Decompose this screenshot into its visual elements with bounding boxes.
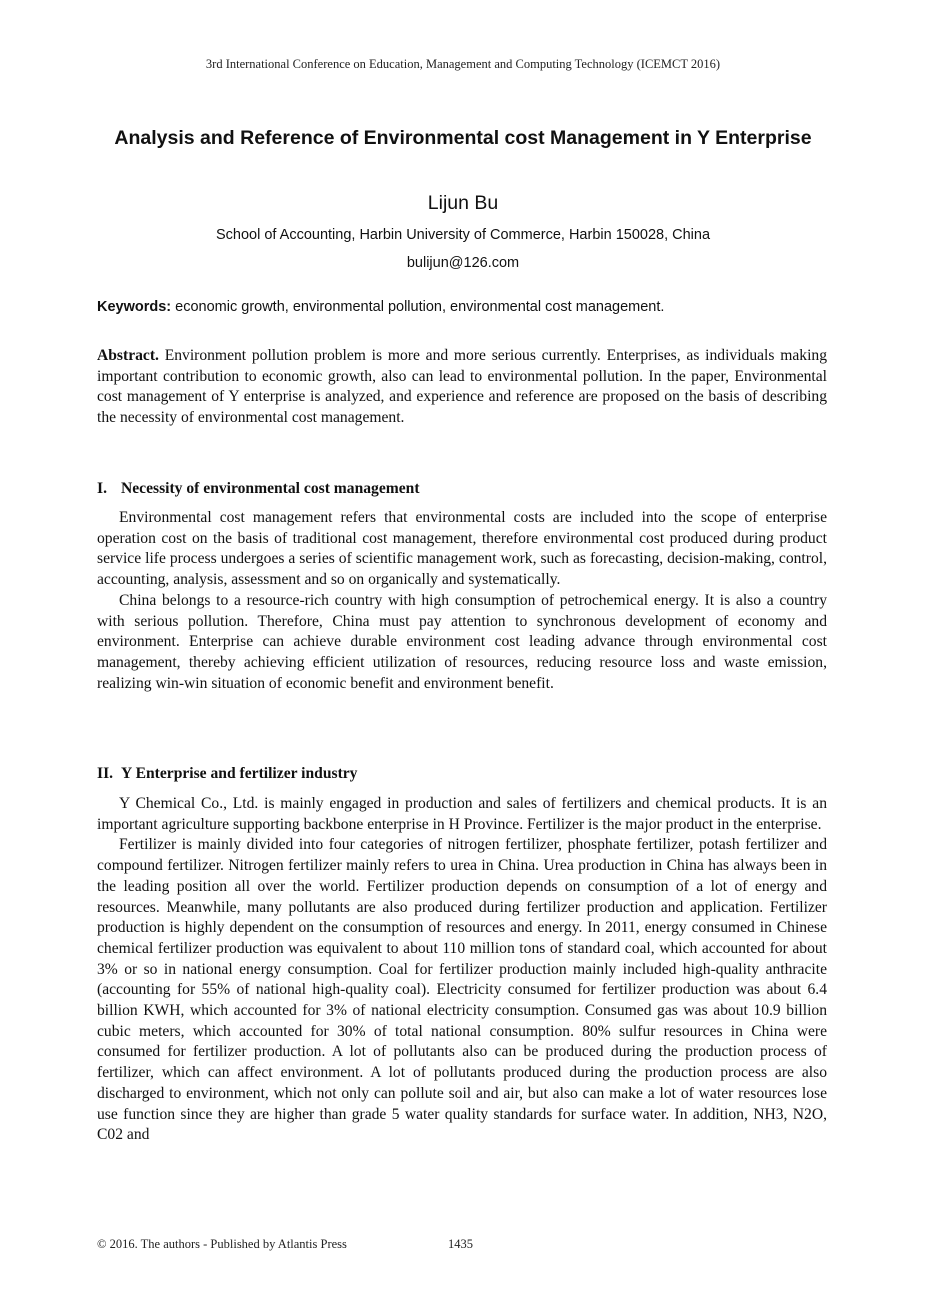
section-heading-1 (97, 480, 420, 498)
author-affiliation: School of Accounting, Harbin University of Commerce, Harbin 150028, China (215, 227, 711, 243)
section-heading-2 (97, 765, 357, 783)
section-title: Y Enterprise and fertilizer industry (121, 765, 358, 782)
paragraph: China belongs to a resource-rich country with high consumption of petrochemical energy. It is also a country with serious pollution. Therefore, China must pay attention to synchronous development of economy and environment. Enterprise can achieve durable environment cost leading advance through environmental cost management, thereby achieving efficient utilization of resources, reducing resource loss and waste emission, realizing win-win situation of economic benefit and environment benefit. (97, 591, 827, 692)
paragraph: Fertilizer is mainly divided into four categories of nitrogen fertilizer, phosphate fertilizer, potash fertilizer and compound fertilizer. Nitrogen fertilizer mainly refers to urea in China. Urea production in China has always been in the leading position all over the world. Fertilizer production depends on consumption of a lot of energy and resources. Meanwhile, many pollutants are also produced during fertilizer production and application. Fertilizer production is highly dependent on the consumption of resources and energy. In 2011, energy consumed in Chinese chemical fertilizer production was equivalent to about 110 million tons of standard coal, which accounted for about 3% or so in national energy consumption. Coal for fertilizer production mainly included high-quality anthracite (accounting for 55% of national high-quality coal). Electricity consumed for fertilizer production was about 6.4 billion KWH, which accounted for 3% of national electricity consumption. Consumed gas was about 10.9 billion cubic meters, which accounted for 30% of total national consumption. 80% sulfur resources in China were consumed for fertilizer production. A lot of pollutants also can be produced during the production process of fertilizer, which can affect environment. A lot of pollutants produced during the production process are also discharged to environment, which not only can pollute soil and air, but also can make a lot of water resources lose use function since they are higher than grade 5 water quality standards for surface water. In addition, NH3, N2O, C02 and (97, 836, 827, 1144)
keywords-label: Keywords: (97, 299, 172, 315)
paper-title: Analysis and Reference of Environmental cost Management in Y Enterprise (114, 127, 812, 149)
section-2-body (97, 794, 827, 1146)
abstract (97, 346, 827, 429)
keywords-text: economic growth, environmental pollution, environmental cost management. (171, 299, 665, 315)
author-name: Lijun Bu (427, 192, 499, 214)
paragraph: Y Chemical Co., Ltd. is mainly engaged in production and sales of fertilizers and chemical products. It is an important agriculture supporting backbone enterprise in H Province. Fertilizer is the major product in the enterprise. (97, 795, 827, 833)
section-number: II. (97, 765, 114, 782)
paragraph: Environmental cost management refers that environmental costs are included into the scope of enterprise operation cost on the basis of traditional cost management, therefore environmental cost produced during product service life process undergoes a series of scientific management work, such as forecasting, decision-making, control, accounting, analysis, assessment and so on organically and systematically. (97, 509, 827, 589)
author-email: bulijun@126.com (406, 255, 520, 271)
section-number: I. (97, 480, 107, 497)
keywords (97, 299, 829, 315)
section-title: Necessity of environmental cost management (121, 480, 420, 497)
section-1-body (97, 508, 827, 694)
page-number: 1435 (448, 1237, 473, 1251)
footer-copyright: © 2016. The authors - Published by Atlantis Press (97, 1237, 347, 1251)
abstract-label: Abstract. (97, 347, 159, 364)
abstract-text: Environment pollution problem is more and more serious currently. Enterprises, as individuals making important contribution to economic growth, also can lead to environmental pollution. In the paper, Environmental cost management of Y enterprise is analyzed, and experience and reference are proposed on the basis of describing the necessity of environmental cost management. (97, 347, 827, 427)
conference-header: 3rd International Conference on Education, Management and Computing Technology (ICEMCT 2016) (205, 57, 721, 71)
